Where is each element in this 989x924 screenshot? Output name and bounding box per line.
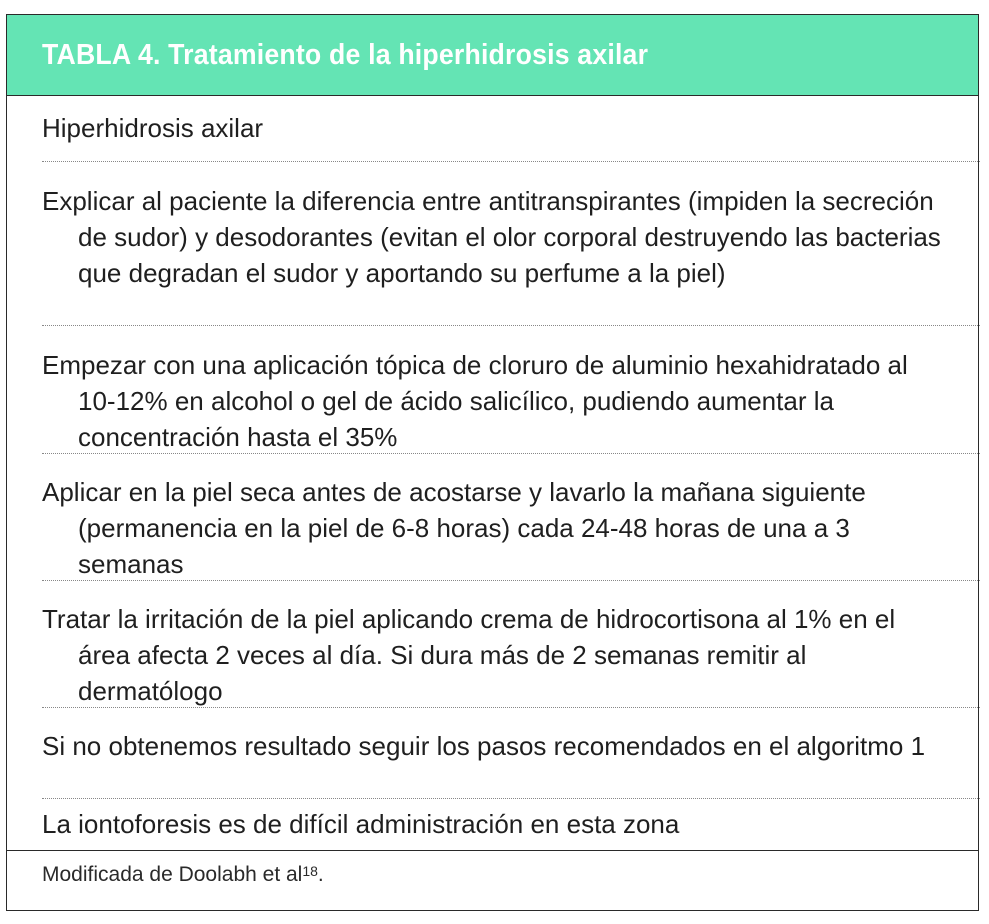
table-row [42, 728, 947, 764]
row-text: La iontoforesis es de difícil administración en esta zona [42, 809, 680, 839]
table-row [42, 347, 947, 455]
row-text: Tratar la irritación de la piel aplicando crema de hidrocortisona al 1% en el área afecta 2 veces al día. Si dura más de 2 semanas remitir al dermatólogo [42, 604, 896, 706]
table-row [42, 601, 947, 709]
row-text: Empezar con una aplicación tópica de cloruro de aluminio hexahidratado al 10-12% en alcohol o gel de ácido salicílico, pudiendo aumentar la concentración hasta el 35% [42, 350, 908, 452]
footnote-reference: 18 [302, 863, 318, 879]
table-row [42, 474, 947, 582]
footnote-text: Modificada de Doolabh et al [42, 863, 303, 886]
row-divider [42, 798, 980, 799]
row-text: Aplicar en la piel seca antes de acostarse y lavarlo la mañana siguiente (permanencia en la piel de 6-8 horas) cada 24-48 horas de una a 3 semanas [42, 477, 866, 579]
row-text: Hiperhidrosis axilar [42, 113, 264, 143]
row-divider [42, 580, 980, 581]
table-header [7, 15, 978, 96]
row-divider [42, 325, 980, 326]
footer-divider [7, 850, 978, 851]
table-title: TABLA 4. Tratamiento de la hiperhidrosis axilar [42, 38, 649, 71]
footnote [42, 860, 324, 890]
table-row [42, 806, 947, 842]
row-divider [42, 161, 980, 162]
treatment-table [6, 14, 979, 911]
footnote-suffix: . [317, 863, 324, 886]
row-text: Si no obtenemos resultado seguir los pasos recomendados en el algoritmo 1 [42, 731, 926, 761]
table-row [42, 183, 947, 291]
row-divider [42, 707, 980, 708]
table-body [7, 96, 978, 851]
row-divider [42, 453, 980, 454]
table-row [42, 110, 947, 146]
row-text: Explicar al paciente la diferencia entre antitranspirantes (impiden la secreción de sudor) y desodorantes (evitan el olor corporal destruyendo las bacterias que degradan el sudor y aportando su perfume a la piel) [42, 186, 941, 288]
